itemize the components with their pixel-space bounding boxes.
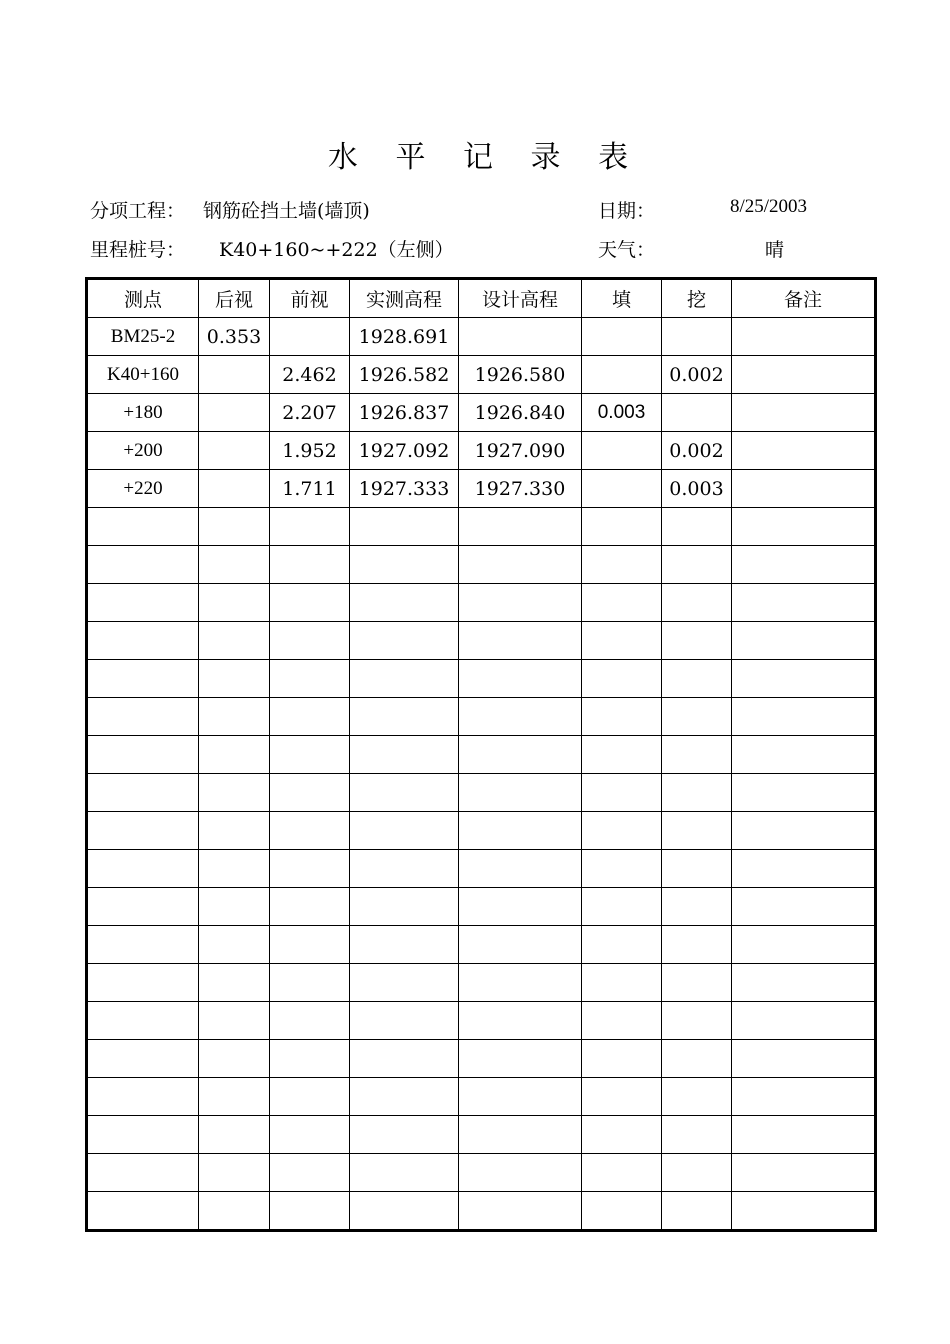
cell-fill: [582, 318, 662, 356]
empty-cell: [87, 1192, 199, 1231]
empty-cell: [459, 774, 582, 812]
empty-cell: [270, 1192, 350, 1231]
cell-fill: [582, 470, 662, 508]
empty-cell: [732, 546, 876, 584]
empty-cell: [582, 964, 662, 1002]
empty-cell: [459, 812, 582, 850]
empty-cell: [270, 812, 350, 850]
empty-cell: [459, 1002, 582, 1040]
empty-cell: [270, 660, 350, 698]
empty-cell: [459, 1078, 582, 1116]
empty-cell: [662, 888, 732, 926]
empty-cell: [459, 1192, 582, 1231]
empty-cell: [199, 1078, 270, 1116]
table-row: [87, 470, 876, 508]
empty-table-row: [87, 850, 876, 888]
empty-cell: [582, 622, 662, 660]
empty-cell: [350, 850, 459, 888]
page-title: 水 平 记 录 表: [327, 140, 643, 175]
cell-foresight: 2.462: [270, 356, 350, 394]
empty-cell: [350, 508, 459, 546]
empty-cell: [582, 1002, 662, 1040]
empty-cell: [459, 964, 582, 1002]
empty-cell: [270, 1040, 350, 1078]
empty-cell: [732, 812, 876, 850]
header-remarks: 备注: [732, 279, 876, 318]
empty-cell: [459, 698, 582, 736]
empty-cell: [662, 812, 732, 850]
cell-station: +180: [87, 394, 199, 432]
project-label: 分项工程：: [90, 200, 186, 222]
empty-cell: [582, 1078, 662, 1116]
cell-cut: 0.002: [662, 356, 732, 394]
empty-cell: [350, 812, 459, 850]
header-cut: 挖: [662, 279, 732, 318]
empty-cell: [87, 812, 199, 850]
empty-cell: [732, 1192, 876, 1231]
project-value: 钢筋砼挡土墙(墙顶): [203, 200, 370, 222]
empty-cell: [662, 1002, 732, 1040]
empty-table-row: [87, 774, 876, 812]
empty-cell: [662, 964, 732, 1002]
empty-cell: [350, 660, 459, 698]
empty-cell: [199, 736, 270, 774]
empty-cell: [87, 736, 199, 774]
empty-cell: [732, 660, 876, 698]
empty-table-row: [87, 1002, 876, 1040]
empty-cell: [350, 1192, 459, 1231]
empty-table-row: [87, 1078, 876, 1116]
empty-cell: [732, 1078, 876, 1116]
empty-cell: [732, 888, 876, 926]
empty-cell: [732, 622, 876, 660]
table-header-row: [87, 279, 876, 318]
date-label: 日期：: [598, 200, 656, 222]
empty-cell: [662, 1078, 732, 1116]
cell-station: +200: [87, 432, 199, 470]
empty-cell: [199, 660, 270, 698]
empty-cell: [582, 926, 662, 964]
weather-value: 晴: [765, 239, 785, 261]
cell-remarks: [732, 432, 876, 470]
empty-cell: [662, 774, 732, 812]
empty-cell: [662, 508, 732, 546]
empty-cell: [87, 1078, 199, 1116]
cell-station: BM25-2: [87, 318, 199, 356]
station-label: 里程桩号：: [90, 239, 186, 261]
empty-table-row: [87, 622, 876, 660]
empty-cell: [459, 622, 582, 660]
cell-remarks: [732, 356, 876, 394]
empty-cell: [87, 888, 199, 926]
empty-cell: [459, 660, 582, 698]
header-foresight: 前视: [270, 279, 350, 318]
empty-cell: [270, 622, 350, 660]
empty-table-row: [87, 964, 876, 1002]
empty-cell: [270, 774, 350, 812]
empty-cell: [350, 1040, 459, 1078]
cell-fill: [582, 432, 662, 470]
empty-cell: [582, 698, 662, 736]
empty-cell: [582, 774, 662, 812]
empty-cell: [732, 584, 876, 622]
cell-remarks: [732, 318, 876, 356]
empty-cell: [582, 736, 662, 774]
cell-station: +220: [87, 470, 199, 508]
empty-table-row: [87, 888, 876, 926]
empty-cell: [459, 1116, 582, 1154]
empty-cell: [199, 1002, 270, 1040]
cell-station: K40+160: [87, 356, 199, 394]
empty-cell: [459, 888, 582, 926]
empty-cell: [732, 964, 876, 1002]
cell-design-elevation: 1927.330: [459, 470, 582, 508]
empty-cell: [270, 1154, 350, 1192]
empty-cell: [350, 1116, 459, 1154]
empty-cell: [87, 964, 199, 1002]
empty-cell: [662, 736, 732, 774]
cell-fill: 0.003: [582, 394, 662, 432]
table-row: [87, 356, 876, 394]
empty-cell: [459, 1154, 582, 1192]
empty-cell: [199, 850, 270, 888]
empty-cell: [732, 508, 876, 546]
empty-cell: [732, 1154, 876, 1192]
empty-cell: [732, 774, 876, 812]
empty-cell: [199, 584, 270, 622]
cell-backsight: [199, 470, 270, 508]
empty-cell: [87, 850, 199, 888]
empty-cell: [199, 698, 270, 736]
empty-cell: [270, 1078, 350, 1116]
empty-cell: [662, 698, 732, 736]
empty-cell: [87, 660, 199, 698]
empty-cell: [350, 736, 459, 774]
weather-label: 天气：: [598, 239, 656, 261]
empty-table-row: [87, 736, 876, 774]
cell-backsight: 0.353: [199, 318, 270, 356]
empty-cell: [582, 1192, 662, 1231]
empty-table-row: [87, 584, 876, 622]
cell-measured-elevation: 1926.837: [350, 394, 459, 432]
empty-cell: [199, 926, 270, 964]
cell-foresight: [270, 318, 350, 356]
empty-cell: [199, 546, 270, 584]
empty-cell: [350, 888, 459, 926]
empty-cell: [662, 1192, 732, 1231]
cell-design-elevation: 1927.090: [459, 432, 582, 470]
empty-cell: [662, 1116, 732, 1154]
empty-table-row: [87, 1154, 876, 1192]
empty-cell: [582, 508, 662, 546]
header-station: 测点: [87, 279, 199, 318]
empty-cell: [270, 698, 350, 736]
empty-cell: [350, 698, 459, 736]
empty-table-row: [87, 926, 876, 964]
empty-cell: [270, 736, 350, 774]
cell-backsight: [199, 432, 270, 470]
empty-cell: [662, 1040, 732, 1078]
empty-cell: [662, 546, 732, 584]
empty-cell: [199, 1116, 270, 1154]
cell-design-elevation: 1926.580: [459, 356, 582, 394]
empty-cell: [199, 888, 270, 926]
table-row: [87, 318, 876, 356]
empty-cell: [350, 926, 459, 964]
empty-cell: [662, 850, 732, 888]
empty-cell: [662, 926, 732, 964]
empty-cell: [199, 508, 270, 546]
table-row: [87, 394, 876, 432]
empty-cell: [199, 774, 270, 812]
empty-table-row: [87, 1040, 876, 1078]
cell-measured-elevation: 1927.333: [350, 470, 459, 508]
empty-cell: [270, 508, 350, 546]
empty-cell: [350, 774, 459, 812]
empty-cell: [87, 926, 199, 964]
empty-cell: [459, 736, 582, 774]
empty-cell: [662, 622, 732, 660]
empty-cell: [87, 1040, 199, 1078]
empty-cell: [350, 1078, 459, 1116]
empty-cell: [732, 850, 876, 888]
leveling-record-table: [85, 277, 877, 1232]
empty-table-row: [87, 508, 876, 546]
cell-remarks: [732, 394, 876, 432]
empty-cell: [87, 698, 199, 736]
empty-cell: [582, 850, 662, 888]
cell-foresight: 2.207: [270, 394, 350, 432]
empty-cell: [732, 1040, 876, 1078]
empty-cell: [87, 622, 199, 660]
empty-cell: [459, 926, 582, 964]
cell-foresight: 1.711: [270, 470, 350, 508]
empty-cell: [459, 508, 582, 546]
empty-cell: [350, 964, 459, 1002]
empty-cell: [582, 660, 662, 698]
empty-table-row: [87, 660, 876, 698]
empty-cell: [662, 584, 732, 622]
empty-cell: [270, 1116, 350, 1154]
cell-remarks: [732, 470, 876, 508]
empty-cell: [87, 1154, 199, 1192]
station-value: K40+160~+222（左侧）: [219, 239, 454, 261]
empty-cell: [199, 1192, 270, 1231]
empty-cell: [459, 546, 582, 584]
cell-cut: 0.002: [662, 432, 732, 470]
empty-cell: [582, 546, 662, 584]
header-fill: 填: [582, 279, 662, 318]
cell-measured-elevation: 1926.582: [350, 356, 459, 394]
date-value: 8/25/2003: [730, 196, 808, 217]
empty-cell: [199, 812, 270, 850]
empty-cell: [459, 584, 582, 622]
empty-cell: [350, 1002, 459, 1040]
empty-cell: [350, 546, 459, 584]
empty-cell: [270, 888, 350, 926]
empty-cell: [662, 1154, 732, 1192]
empty-cell: [459, 1040, 582, 1078]
empty-cell: [350, 1154, 459, 1192]
empty-table-row: [87, 698, 876, 736]
empty-cell: [582, 888, 662, 926]
empty-cell: [199, 1040, 270, 1078]
empty-cell: [732, 926, 876, 964]
cell-cut: [662, 318, 732, 356]
empty-cell: [582, 1154, 662, 1192]
cell-backsight: [199, 356, 270, 394]
cell-design-elevation: 1926.840: [459, 394, 582, 432]
empty-table-row: [87, 546, 876, 584]
empty-table-row: [87, 1192, 876, 1231]
empty-cell: [350, 584, 459, 622]
empty-cell: [582, 812, 662, 850]
empty-table-row: [87, 812, 876, 850]
empty-cell: [87, 1116, 199, 1154]
cell-measured-elevation: 1928.691: [350, 318, 459, 356]
empty-cell: [270, 926, 350, 964]
cell-measured-elevation: 1927.092: [350, 432, 459, 470]
table-row: [87, 432, 876, 470]
cell-cut: 0.003: [662, 470, 732, 508]
empty-cell: [199, 1154, 270, 1192]
empty-cell: [270, 1002, 350, 1040]
cell-backsight: [199, 394, 270, 432]
cell-cut: [662, 394, 732, 432]
empty-cell: [732, 1116, 876, 1154]
empty-cell: [87, 508, 199, 546]
empty-cell: [350, 622, 459, 660]
empty-cell: [270, 584, 350, 622]
empty-cell: [87, 1002, 199, 1040]
empty-cell: [459, 850, 582, 888]
empty-cell: [87, 584, 199, 622]
cell-foresight: 1.952: [270, 432, 350, 470]
empty-cell: [270, 850, 350, 888]
empty-cell: [732, 1002, 876, 1040]
empty-cell: [199, 622, 270, 660]
empty-cell: [732, 698, 876, 736]
empty-cell: [582, 1040, 662, 1078]
header-design-elevation: 设计高程: [459, 279, 582, 318]
cell-design-elevation: [459, 318, 582, 356]
cell-fill: [582, 356, 662, 394]
empty-cell: [582, 1116, 662, 1154]
empty-table-row: [87, 1116, 876, 1154]
empty-cell: [87, 774, 199, 812]
empty-cell: [199, 964, 270, 1002]
empty-cell: [732, 736, 876, 774]
empty-cell: [270, 964, 350, 1002]
empty-cell: [662, 660, 732, 698]
empty-cell: [582, 584, 662, 622]
header-backsight: 后视: [199, 279, 270, 318]
empty-cell: [270, 546, 350, 584]
header-measured-elevation: 实测高程: [350, 279, 459, 318]
empty-cell: [87, 546, 199, 584]
